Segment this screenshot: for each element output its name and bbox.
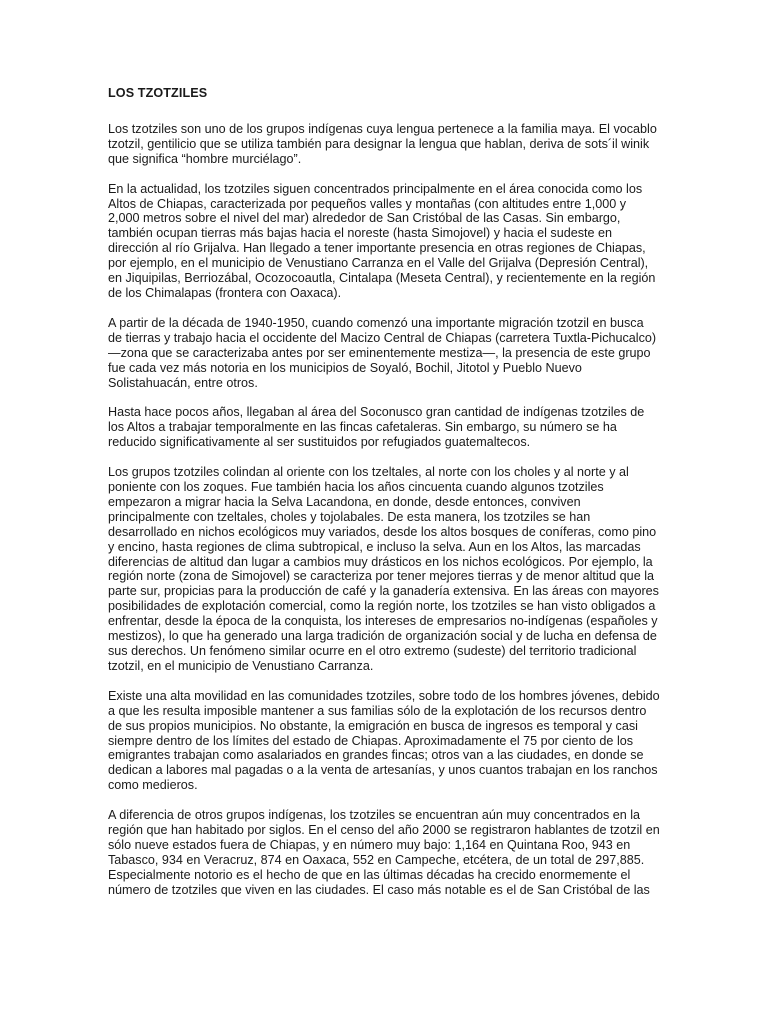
document-title: LOS TZOTZILES — [108, 86, 208, 100]
paragraph-6: Existe una alta movilidad en las comunidades tzotziles, sobre todo de los hombres jóvenes, debido a que les resulta imposible mantener a sus familias sólo de la explotación de los recursos dentro de sus propios municipios. No obstante, la emigración en busca de ingresos es temporal y casi siempre dentro de los límites del estado de Chiapas. Aproximadamente el 75 por ciento de los emigrantes trabajan como asalariados en grandes fincas; otros van a las ciudades, en donde se dedican a labores mal pagadas o a la venta de artesanías, y unos cuantos trabajan en los ranchos como medieros. — [108, 688, 660, 793]
paragraph-3: A partir de la década de 1940-1950, cuando comenzó una importante migración tzotzil en busca de tierras y trabajo hacia el occidente del Macizo Central de Chiapas (carretera Tuxtla-Pichucalco) —zona que se caracterizaba antes por ser eminentemente mestiza—, la presencia de este grupo fue cada vez más notoria en los municipios de Soyaló, Bochil, Jitotol y Pueblo Nuevo Solistahuacán, entre otros. — [108, 315, 657, 390]
paragraph-4: Hasta hace pocos años, llegaban al área del Soconusco gran cantidad de indígenas tzotziles de los Altos a trabajar temporalmente en las fincas cafetaleras. Sin embargo, su número se ha reducido significativamente al ser sustituidos por refugiados guatemaltecos. — [108, 405, 645, 450]
paragraph-2: En la actualidad, los tzotziles siguen concentrados principalmente en el área conocida como los Altos de Chiapas, caracterizada por pequeños valles y montañas (con altitudes entre 1,000 y 2,000 metros sobre el nivel del mar) alrededor de San Cristóbal de las Casas. Sin embargo, también ocupan tierras más bajas hacia el noreste (hasta Simojovel) y hacia el sudeste en dirección al río Grijalva. Han llegado a tener importante presencia en otras regiones de Chiapas, por ejemplo, en el municipio de Venustiano Carranza en el Valle del Grijalva (Depresión Central), en Jiquipilas, Berriozábal, Ocozocoautla, Cintalapa (Meseta Central), y recientemente en la región de los Chimalapas (frontera con Oaxaca). — [108, 181, 656, 300]
paragraph-1: Los tzotziles son uno de los grupos indígenas cuya lengua pertenece a la familia maya. El vocablo tzotzil, gentilicio que se utiliza también para designar la lengua que hablan, deriva de sots´il winik que significa “hombre murciélago”. — [108, 121, 657, 166]
paragraph-5: Los grupos tzotziles colindan al oriente con los tzeltales, al norte con los choles y al norte y al poniente con los zoques. Fue también hacia los años cincuenta cuando algunos tzotziles empezaron a migrar hacia la Selva Lacandona, en donde, desde entonces, conviven principalmente con tzeltales, choles y tojolabales. De esta manera, los tzotziles se han desarrollado en nichos ecológicos muy variados, desde los altos bosques de coníferas, como pino y encino, hasta regiones de clima subtropical, e incluso la selva. Aun en los Altos, las marcadas diferencias de altitud dan lugar a cambios muy drásticos en los nichos ecológicos. Por ejemplo, la región norte (zona de Simojovel) se caracteriza por tener mejores tierras y de menor altitud que la parte sur, propicias para la producción de café y la ganadería extensiva. En las áreas con mayores posibilidades de explotación comercial, como la región norte, los tzotziles se han visto obligados a enfrentar, desde la época de la conquista, los intereses de empresarios no-indígenas (españoles y mestizos), lo que ha generado una larga tradición de organización social y de lucha en defensa de sus derechos. Un fenómeno similar ocurre en el otro extremo (sudeste) del territorio tradicional tzotzil, en el municipio de Venustiano Carranza. — [108, 465, 659, 673]
document-page — [108, 86, 660, 913]
paragraph-7: A diferencia de otros grupos indígenas, los tzotziles se encuentran aún muy concentrados en la región que han habitado por siglos. En el censo del año 2000 se registraron hablantes de tzotzil en sólo nueve estados fuera de Chiapas, y en número muy bajo: 1,164 en Quintana Roo, 943 en Tabasco, 934 en Veracruz, 874 en Oaxaca, 552 en Campeche, etcétera, de un total de 297,885. Especialmente notorio es el hecho de que en las últimas décadas ha crecido enormemente el número de tzotziles que viven en las ciudades. El caso más notable es el de San Cristóbal de las — [108, 808, 660, 897]
